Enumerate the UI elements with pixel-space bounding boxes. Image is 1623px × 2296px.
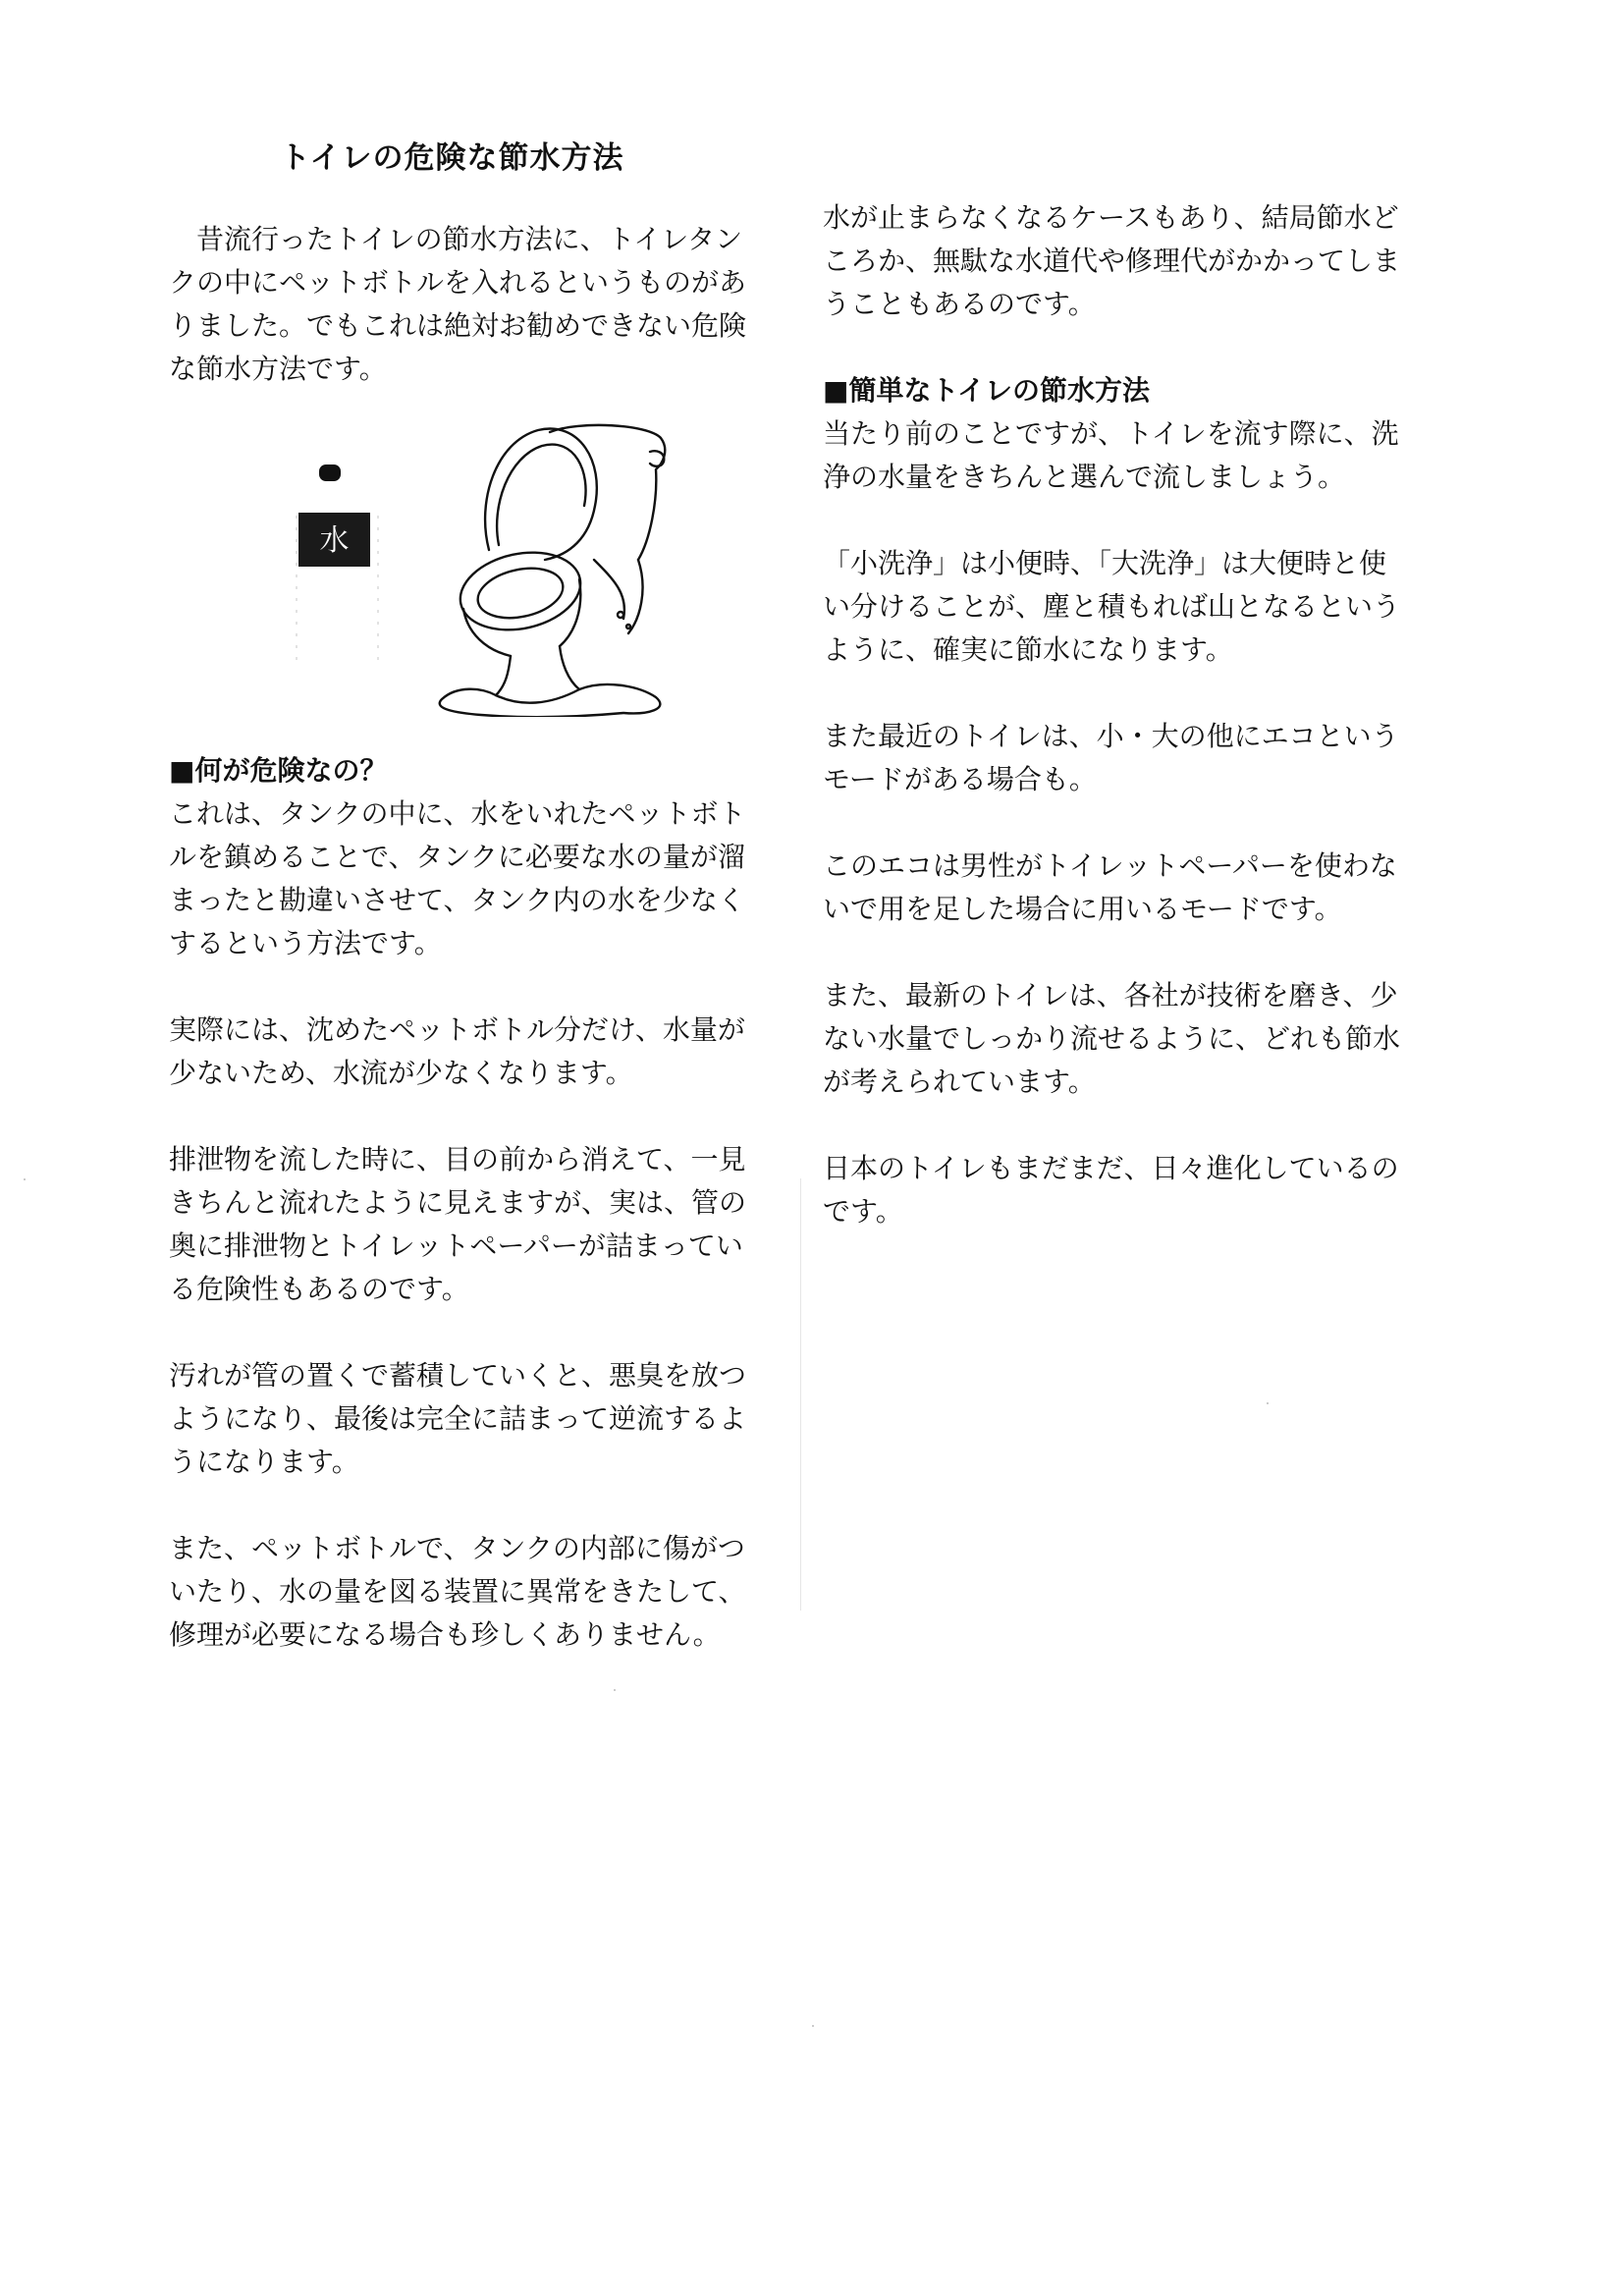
text-line: が考えられています。 bbox=[823, 1066, 1096, 1098]
page-title: トイレの危険な節水方法 bbox=[280, 140, 624, 176]
simple-paragraph-6 bbox=[823, 1147, 1432, 1233]
danger-paragraph-2 bbox=[169, 1009, 787, 1095]
text-line: これは、タンクの中に、水をいれたペットボト bbox=[169, 797, 746, 830]
text-line: うになります。 bbox=[169, 1446, 359, 1478]
text-line: 修理が必要になる場合も珍しくありません。 bbox=[169, 1618, 721, 1651]
text-line: る危険性もあるのです。 bbox=[169, 1273, 469, 1305]
water-bottle-icon bbox=[297, 465, 378, 668]
text-line: 汚れが管の置くで蓄積していくと、悪臭を放つ bbox=[169, 1359, 747, 1392]
text-line: 昔流行ったトイレの節水方法に、トイレタン bbox=[196, 223, 743, 255]
text-line: です。 bbox=[823, 1195, 903, 1228]
text-line: ようになり、最後は完全に詰まって逆流するよ bbox=[169, 1402, 747, 1435]
text-line: いで用を足した場合に用いるモードです。 bbox=[823, 893, 1342, 925]
scan-speck bbox=[614, 1689, 616, 1691]
simple-paragraph-3 bbox=[823, 715, 1432, 801]
scan-speck bbox=[812, 2025, 814, 2027]
simple-paragraph-2 bbox=[823, 542, 1432, 672]
text-line: 「小洗浄」は小便時、「大洗浄」は大便時と使 bbox=[823, 547, 1387, 579]
text-line: ころか、無駄な水道代や修理代がかかってしま bbox=[823, 245, 1401, 277]
text-line: また、最新のトイレは、各社が技術を磨き、少 bbox=[823, 979, 1398, 1011]
simple-paragraph-1 bbox=[823, 412, 1432, 499]
danger-paragraph-1 bbox=[169, 793, 787, 965]
text-line: 当たり前のことですが、トイレを流す際に、洗 bbox=[823, 417, 1399, 450]
text-line: また、ペットボトルで、タンクの内部に傷がつ bbox=[169, 1532, 745, 1564]
text-line: 浄の水量をきちんと選んで流しましょう。 bbox=[823, 461, 1346, 493]
text-line: モードがある場合も。 bbox=[823, 763, 1097, 795]
danger-paragraph-4 bbox=[169, 1354, 787, 1484]
scan-artifact-line bbox=[800, 1178, 801, 1611]
toilet-icon bbox=[440, 425, 666, 717]
left-column-lower bbox=[169, 749, 787, 1657]
illustration bbox=[285, 422, 697, 717]
scan-speck bbox=[1267, 1402, 1269, 1404]
text-line: まったと勘違いさせて、タンク内の水を少なく bbox=[169, 884, 745, 916]
danger-paragraph-5 bbox=[169, 1527, 787, 1657]
text-line: するという方法です。 bbox=[169, 927, 442, 959]
text-line: りました。でもこれは絶対お勧めできない危険 bbox=[169, 309, 747, 342]
text-line: 実際には、沈めたペットボトル分だけ、水量が bbox=[169, 1013, 745, 1046]
bottle-label: 水 bbox=[319, 523, 350, 558]
text-line: このエコは男性がトイレットペーパーを使わな bbox=[823, 849, 1397, 882]
section-heading-danger: ■何が危険なの？ bbox=[169, 754, 388, 787]
text-line: きちんと流れたように見えますが、実は、管の bbox=[169, 1186, 747, 1219]
right-column bbox=[823, 196, 1432, 1233]
text-line: な節水方法です。 bbox=[169, 353, 387, 385]
text-line: 水が止まらなくなるケースもあり、結局節水ど bbox=[823, 201, 1399, 234]
text-line: ルを鎮めることで、タンクに必要な水の量が溜 bbox=[169, 841, 745, 873]
text-line: 日本のトイレもまだまだ、日々進化しているの bbox=[823, 1152, 1399, 1184]
text-line: 少ないため、水流が少なくなります。 bbox=[169, 1057, 633, 1089]
intro-paragraph bbox=[169, 218, 787, 391]
text-line: うこともあるのです。 bbox=[823, 288, 1096, 320]
scan-speck bbox=[24, 1178, 26, 1180]
text-line: ない水量でしっかり流せるように、どれも節水 bbox=[823, 1022, 1401, 1055]
text-line: 奥に排泄物とトイレットペーパーが詰まってい bbox=[169, 1230, 743, 1262]
danger-paragraph-3 bbox=[169, 1138, 787, 1311]
simple-paragraph-5 bbox=[823, 974, 1432, 1104]
text-line: クの中にペットボトルを入れるというものがあ bbox=[169, 266, 747, 299]
text-line: いたり、水の量を図る装置に異常をきたして、 bbox=[169, 1575, 746, 1608]
text-line: また最近のトイレは、小・大の他にエコという bbox=[823, 720, 1399, 752]
text-line: い分けることが、塵と積もれば山となるという bbox=[823, 590, 1401, 623]
text-line: 排泄物を流した時に、目の前から消えて、一見 bbox=[169, 1143, 746, 1175]
continuation-paragraph bbox=[823, 196, 1432, 326]
text-line: ように、確実に節水になります。 bbox=[823, 633, 1233, 666]
left-column bbox=[169, 218, 787, 391]
section-heading-simple: ■簡単なトイレの節水方法 bbox=[823, 374, 1151, 407]
simple-paragraph-4 bbox=[823, 845, 1432, 931]
